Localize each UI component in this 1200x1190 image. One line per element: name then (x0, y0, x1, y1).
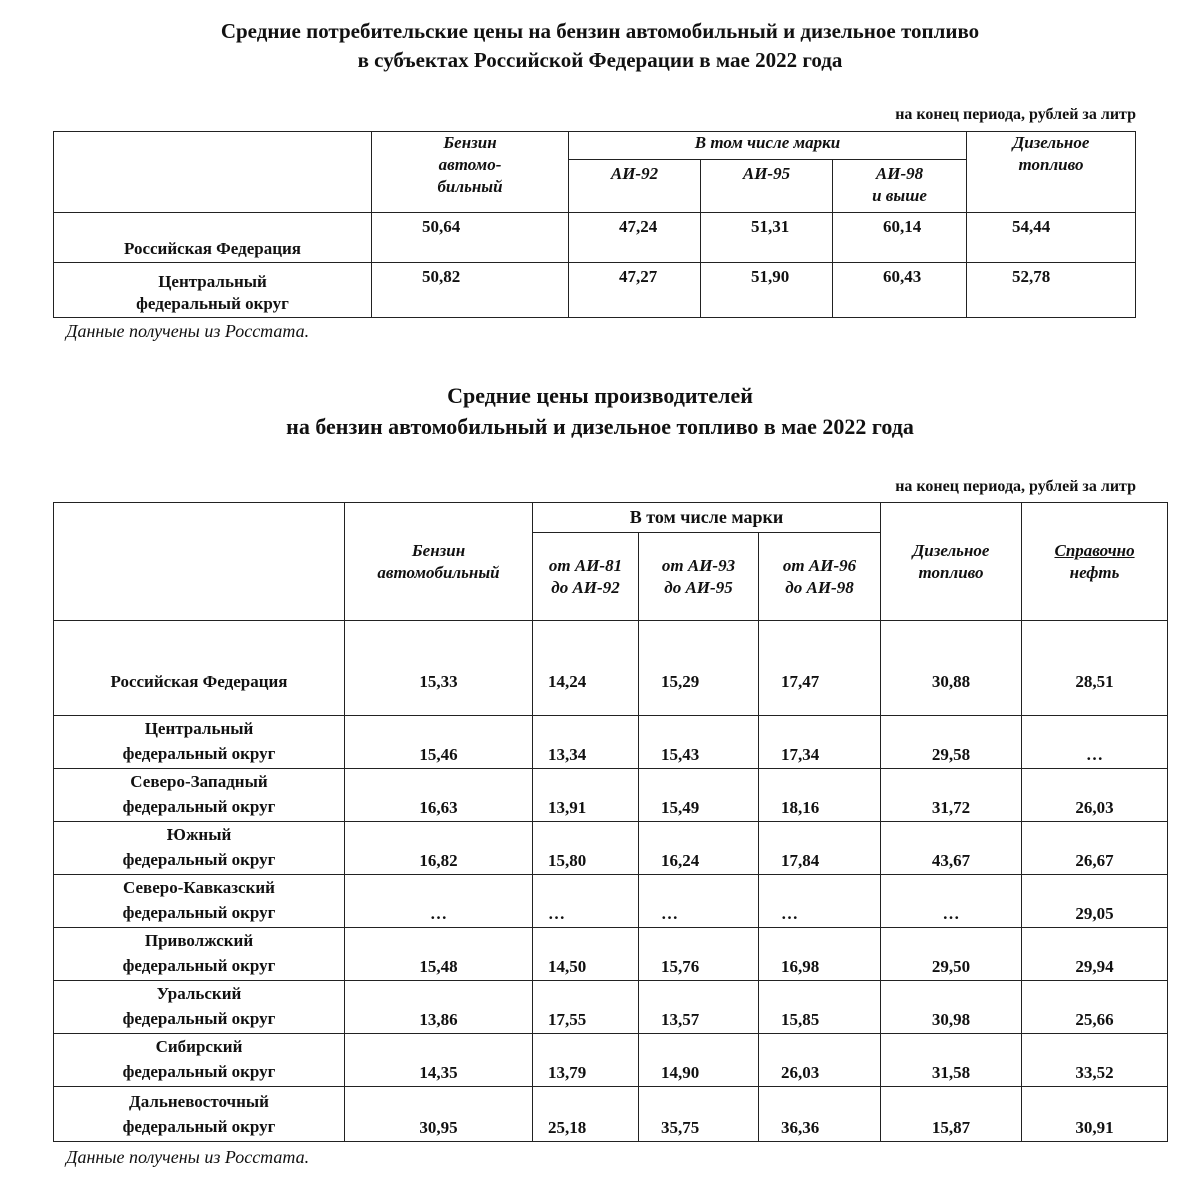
table2-header-ai96-98: от АИ-96 до АИ-98 (759, 533, 881, 621)
table1-source-note: Данные получены из Росстата. (66, 321, 310, 341)
table2-source-note: Данные получены из Росстата. (66, 1147, 310, 1167)
table2-value-cell: 43,67 (881, 822, 1022, 875)
table2-value-cell: 15,49 (639, 769, 759, 822)
table2-value-cell: 26,03 (759, 1034, 881, 1087)
table2-value-cell: 15,43 (639, 716, 759, 769)
table2-value-cell: 15,48 (345, 928, 533, 981)
table2-value-cell: 15,33 (345, 621, 533, 716)
table1-header-diesel: Дизельное топливо (967, 132, 1136, 213)
table2-row (54, 769, 1168, 822)
table1-header-ai92: АИ-92 (569, 160, 701, 213)
table2-region-cell: Сибирский федеральный округ (54, 1034, 345, 1087)
table2-value-cell: 31,58 (881, 1034, 1022, 1087)
table2-row (54, 822, 1168, 875)
table2-value-cell: 16,98 (759, 928, 881, 981)
table2-value-cell: 26,67 (1022, 822, 1168, 875)
table2-value-cell: 31,72 (881, 769, 1022, 822)
table2-row (54, 1087, 1168, 1142)
table2-value-cell: 16,82 (345, 822, 533, 875)
table2-value-cell: 15,87 (881, 1087, 1022, 1142)
table2-value-cell: 13,34 (533, 716, 639, 769)
table2-value-cell: 26,03 (1022, 769, 1168, 822)
producer-prices-table (53, 502, 1168, 1142)
table2-header-oil-ref: Справочно (1054, 540, 1135, 560)
table1-value-cell: 50,64 (372, 213, 569, 263)
table2-value-cell: 14,35 (345, 1034, 533, 1087)
table2-region-cell: Дальневосточный федеральный округ (54, 1087, 345, 1142)
table1-value-cell: 60,43 (833, 263, 967, 318)
table2-value-cell: 29,94 (1022, 928, 1168, 981)
consumer-prices-table (53, 131, 1136, 318)
table2-region-cell: Северо-Кавказский федеральный округ (54, 875, 345, 928)
table1-value-cell: 54,44 (967, 213, 1136, 263)
table2-corner-cell (54, 503, 345, 621)
table2-value-cell: 30,98 (881, 981, 1022, 1034)
table2-value-cell: … (759, 875, 881, 928)
table2-header-gasoline: Бензин автомобильный (345, 503, 533, 621)
table2-value-cell: … (533, 875, 639, 928)
table2-value-cell: 30,95 (345, 1087, 533, 1142)
table1-row (54, 263, 1136, 318)
table1-value-cell: 52,78 (967, 263, 1136, 318)
table1-header-ai95: АИ-95 (701, 160, 833, 213)
table2-header-oil: Справочно нефть (1022, 503, 1168, 621)
table2-value-cell: 14,90 (639, 1034, 759, 1087)
table2-title-line2: на бензин автомобильный и дизельное топливо в мае 2022 года (286, 414, 914, 439)
table2-value-cell: … (1022, 716, 1168, 769)
table2-value-cell: 29,50 (881, 928, 1022, 981)
table2-value-cell: 16,63 (345, 769, 533, 822)
table2-value-cell: 15,29 (639, 621, 759, 716)
table1-header-gasoline: Бензин автомо- бильный (372, 132, 569, 213)
table2-units: на конец периода, рублей за литр (895, 478, 1136, 495)
table2-row (54, 928, 1168, 981)
table2-value-cell: 17,47 (759, 621, 881, 716)
table2-value-cell: 17,84 (759, 822, 881, 875)
table2-value-cell: 17,55 (533, 981, 639, 1034)
table1-region-cell: Российская Федерация (54, 213, 372, 263)
table2-region-cell: Северо-Западный федеральный округ (54, 769, 345, 822)
table2-title (0, 380, 1200, 442)
table2-value-cell: 14,24 (533, 621, 639, 716)
table2-header-grades: В том числе марки (533, 503, 881, 533)
table2-value-cell: 14,50 (533, 928, 639, 981)
table2-value-cell: 15,85 (759, 981, 881, 1034)
table2-value-cell: … (639, 875, 759, 928)
table2-value-cell: 15,80 (533, 822, 639, 875)
table2-region-cell: Центральный федеральный округ (54, 716, 345, 769)
table2-value-cell: 17,34 (759, 716, 881, 769)
table2-region-cell: Южный федеральный округ (54, 822, 345, 875)
table1-value-cell: 51,31 (701, 213, 833, 263)
table1-units: на конец периода, рублей за литр (895, 106, 1136, 123)
table2-row (54, 875, 1168, 928)
table2-value-cell: 29,05 (1022, 875, 1168, 928)
table1-value-cell: 47,27 (569, 263, 701, 318)
table2-value-cell: 18,16 (759, 769, 881, 822)
table2-value-cell: 36,36 (759, 1087, 881, 1142)
table2-row (54, 1034, 1168, 1087)
table2-value-cell: 25,66 (1022, 981, 1168, 1034)
table1-value-cell: 50,82 (372, 263, 569, 318)
table1-title-line1: Средние потребительские цены на бензин автомобильный и дизельное топливо (220, 19, 980, 43)
table2-region-cell: Уральский федеральный округ (54, 981, 345, 1034)
table2-value-cell: 15,46 (345, 716, 533, 769)
table2-title-line1: Средние цены производителей (447, 383, 753, 408)
table2-value-cell: 25,18 (533, 1087, 639, 1142)
table2-row (54, 981, 1168, 1034)
table1-header-ai98: АИ-98 и выше (833, 160, 967, 213)
table2-value-cell: 13,91 (533, 769, 639, 822)
table1-title (0, 17, 1200, 75)
table2-value-cell: 33,52 (1022, 1034, 1168, 1087)
table2-row (54, 716, 1168, 769)
table2-region-cell: Российская Федерация (54, 621, 345, 716)
table2-value-cell: 30,91 (1022, 1087, 1168, 1142)
table2-value-cell: 29,58 (881, 716, 1022, 769)
table2-value-cell: 28,51 (1022, 621, 1168, 716)
table1-value-cell: 47,24 (569, 213, 701, 263)
table2-value-cell: 35,75 (639, 1087, 759, 1142)
table2-row (54, 621, 1168, 716)
table2-value-cell: 16,24 (639, 822, 759, 875)
table2-value-cell: … (345, 875, 533, 928)
table2-value-cell: 15,76 (639, 928, 759, 981)
table2-header-ai93-95: от АИ-93 до АИ-95 (639, 533, 759, 621)
table1-title-line2: в субъектах Российской Федерации в мае 2022 года (357, 48, 843, 72)
table2-header-ai81-92: от АИ-81 до АИ-92 (533, 533, 639, 621)
table2-value-cell: 13,86 (345, 981, 533, 1034)
table2-value-cell: 30,88 (881, 621, 1022, 716)
table2-value-cell: … (881, 875, 1022, 928)
table1-value-cell: 51,90 (701, 263, 833, 318)
table2-value-cell: 13,79 (533, 1034, 639, 1087)
table2-region-cell: Приволжский федеральный округ (54, 928, 345, 981)
table1-row (54, 213, 1136, 263)
table2-header-diesel: Дизельное топливо (881, 503, 1022, 621)
table1-corner-cell (54, 132, 372, 213)
table2-value-cell: 13,57 (639, 981, 759, 1034)
table1-region-cell: Центральный федеральный округ (54, 263, 372, 318)
table1-value-cell: 60,14 (833, 213, 967, 263)
table1-header-grades: В том числе марки (569, 132, 967, 160)
